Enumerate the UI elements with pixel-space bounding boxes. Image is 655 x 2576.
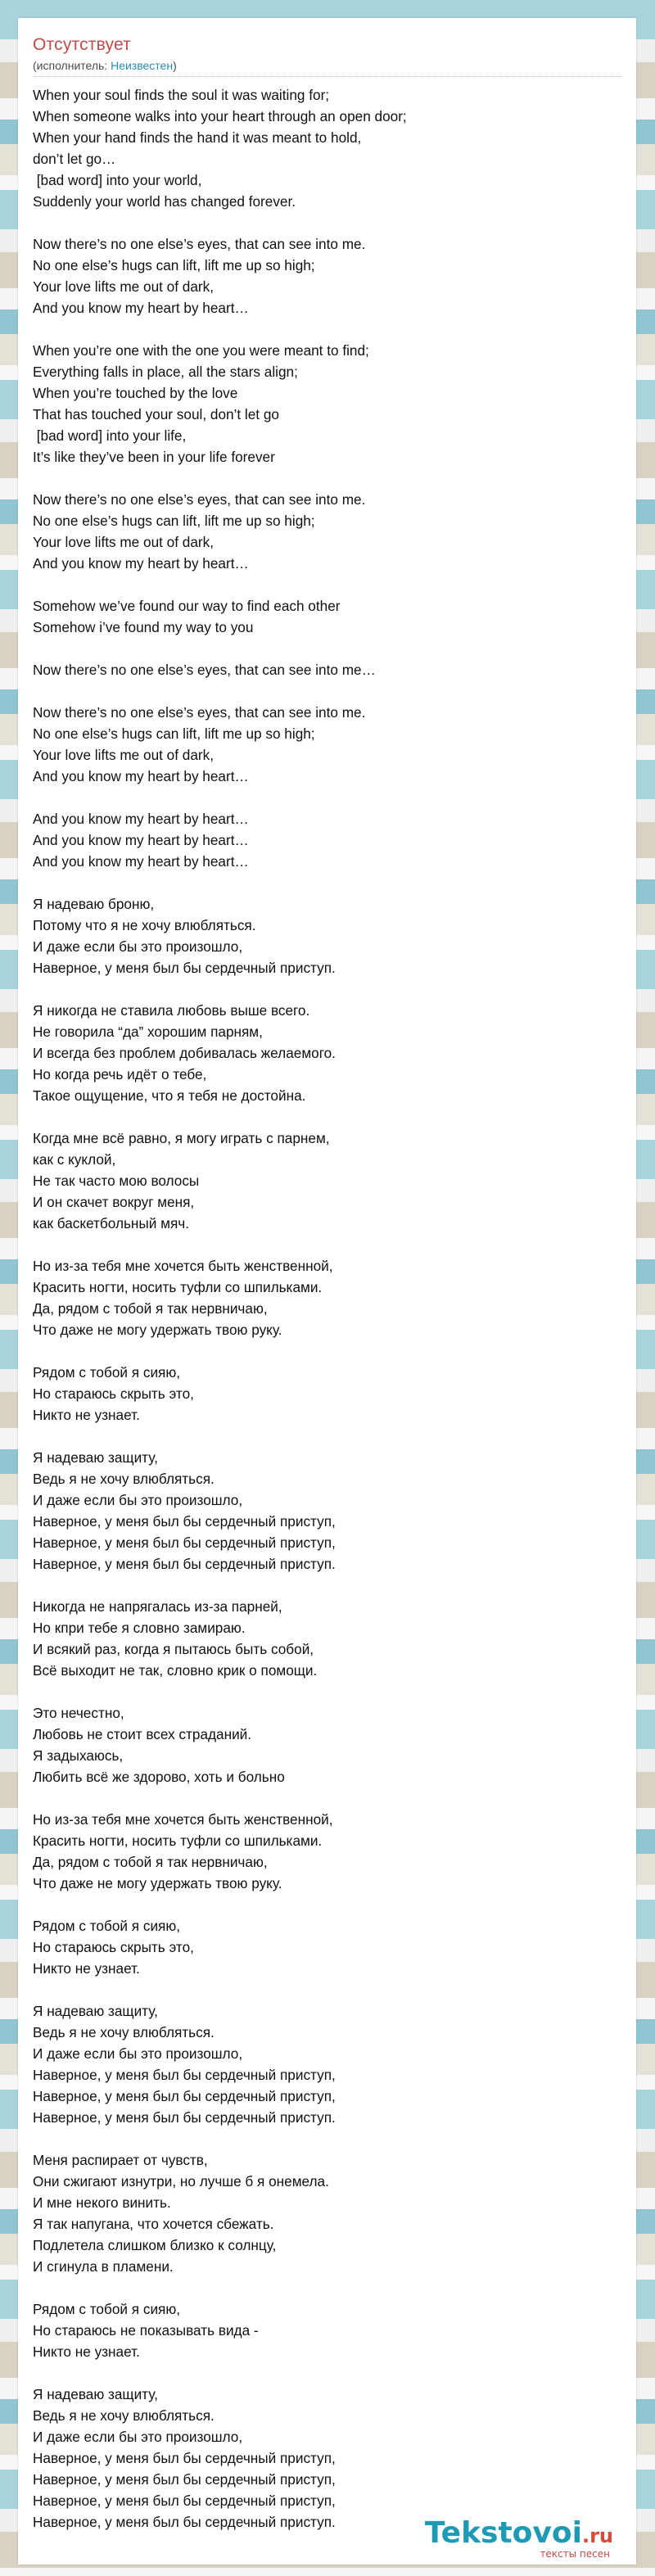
lyric-line: And you know my heart by heart…: [33, 832, 249, 848]
lyric-line: That has touched your soul, don’t let go: [33, 406, 279, 423]
lyric-line: [33, 212, 626, 233]
lyric-line: And you know my heart by heart…: [33, 300, 249, 316]
logo-tld: .ru: [581, 2524, 613, 2547]
lyric-line: Наверное, у меня был бы сердечный приступ,: [33, 2067, 336, 2083]
lyric-line: don’t let go…: [33, 151, 116, 167]
lyric-line: Но из-за тебя мне хочется быть женственной,: [33, 1258, 333, 1274]
lyric-line: [33, 680, 626, 702]
lyric-line: [33, 1894, 626, 1915]
lyric-line: [33, 1787, 626, 1809]
logo-name: Tekstovoi: [424, 2516, 582, 2550]
lyric-line: Now there’s no one else’s eyes, that can see into me.: [33, 704, 366, 721]
lyric-line: Никогда не напрягалась из-за парней,: [33, 1598, 282, 1615]
lyric-line: Любовь не стоит всех страданий.: [33, 1726, 252, 1742]
lyric-line: Я надеваю защиту,: [33, 2003, 158, 2019]
lyric-line: [33, 319, 626, 340]
lyric-line: И даже если бы это произошло,: [33, 1492, 243, 1508]
artist-link[interactable]: Неизвестен: [111, 59, 174, 72]
lyric-line: как баскетбольный мяч.: [33, 1215, 190, 1232]
lyric-line: [33, 2362, 626, 2384]
lyric-line: Никто не узнает.: [33, 2343, 140, 2360]
lyric-line: No one else’s hugs can lift, lift me up so high;: [33, 257, 315, 273]
lyric-line: And you know my heart by heart…: [33, 555, 249, 572]
lyric-line: [33, 2128, 626, 2149]
site-logo[interactable]: [425, 2517, 613, 2560]
lyric-line: Они сжигают изнутри, но лучше б я онемела.: [33, 2173, 329, 2190]
lyric-line: And you know my heart by heart…: [33, 811, 249, 827]
lyric-line: [33, 1575, 626, 1596]
lyric-line: [33, 2277, 626, 2298]
lyric-line: И даже если бы это произошло,: [33, 2045, 243, 2062]
lyric-line: Наверное, у меня был бы сердечный приступ.: [33, 1556, 336, 1572]
lyric-line: Никто не узнает.: [33, 1960, 140, 1977]
lyric-line: Ведь я не хочу влюбляться.: [33, 2407, 215, 2424]
lyric-line: Я надеваю защиту,: [33, 2386, 158, 2402]
lyric-line: Ведь я не хочу влюбляться.: [33, 1471, 215, 1487]
lyric-line: Что даже не могу удержать твою руку.: [33, 1322, 282, 1338]
lyric-line: Это нечестно,: [33, 1705, 124, 1721]
lyric-line: Наверное, у меня был бы сердечный приступ,: [33, 1513, 336, 1530]
title-divider: [33, 76, 621, 77]
lyric-line: Не так часто мою волосы: [33, 1173, 200, 1189]
lyric-line: Everything falls in place, all the stars align;: [33, 364, 298, 380]
performer-line: [33, 59, 177, 72]
lyric-line: Но стараюсь скрыть это,: [33, 1939, 194, 1955]
performer-label: (исполнитель:: [33, 59, 111, 72]
lyric-line: [33, 638, 626, 659]
lyric-line: No one else’s hugs can lift, lift me up so high;: [33, 513, 315, 529]
lyric-line: Но когда речь идёт о тебе,: [33, 1066, 207, 1082]
lyric-line: Но из-за тебя мне хочется быть женственной,: [33, 1811, 333, 1828]
lyric-line: Somehow i’ve found my way to you: [33, 619, 254, 635]
lyric-line: Да, рядом с тобой я так нервничаю,: [33, 1300, 268, 1317]
lyric-line: Да, рядом с тобой я так нервничаю,: [33, 1854, 268, 1870]
lyric-line: Наверное, у меня был бы сердечный приступ,: [33, 2088, 336, 2104]
lyric-line: Наверное, у меня был бы сердечный приступ.: [33, 2514, 336, 2530]
lyric-line: Я надеваю защиту,: [33, 1449, 158, 1466]
lyric-line: Наверное, у меня был бы сердечный приступ.: [33, 2109, 336, 2126]
lyric-line: [33, 978, 626, 1000]
lyric-line: И даже если бы это произошло,: [33, 2429, 243, 2445]
lyric-line: [bad word] into your life,: [33, 427, 187, 444]
lyric-line: И он скачет вокруг меня,: [33, 1194, 195, 1210]
lyric-line: [33, 1426, 626, 1447]
lyric-line: Somehow we’ve found our way to find each other: [33, 598, 341, 614]
logo-tagline: тексты песен: [540, 2548, 610, 2560]
lyric-line: Но кпри тебе я словно замираю.: [33, 1620, 246, 1636]
lyric-line: [33, 1234, 626, 1255]
lyric-line: No one else’s hugs can lift, lift me up so high;: [33, 725, 315, 742]
lyric-line: Ведь я не хочу влюбляться.: [33, 2024, 215, 2040]
lyric-line: When your soul finds the soul it was waiting for;: [33, 87, 330, 103]
lyric-line: [33, 872, 626, 893]
performer-close: ): [173, 59, 177, 72]
lyric-line: Now there’s no one else’s eyes, that can see into me.: [33, 491, 366, 508]
lyric-line: И даже если бы это произошло,: [33, 938, 243, 955]
lyric-line: Красить ногти, носить туфли со шпильками.: [33, 1833, 323, 1849]
lyric-line: [33, 468, 626, 489]
lyric-line: Now there’s no one else’s eyes, that can see into me…: [33, 662, 376, 678]
lyrics-page: [18, 18, 636, 2565]
lyric-line: Потому что я не хочу влюбляться.: [33, 917, 256, 933]
lyric-line: Наверное, у меня был бы сердечный приступ,: [33, 2450, 336, 2466]
lyric-line: Наверное, у меня был бы сердечный приступ,: [33, 1534, 336, 1551]
lyric-line: When your hand finds the hand it was meant to hold,: [33, 129, 362, 146]
lyric-line: Рядом с тобой я сияю,: [33, 1364, 181, 1381]
lyric-line: Я никогда не ставила любовь выше всего.: [33, 1002, 310, 1019]
lyric-line: [33, 787, 626, 808]
lyric-line: Now there’s no one else’s eyes, that can see into me.: [33, 236, 366, 252]
lyric-line: Наверное, у меня был бы сердечный приступ,: [33, 2492, 336, 2509]
lyric-line: Подлетела слишком близко к солнцу,: [33, 2237, 277, 2253]
lyric-line: When you’re one with the one you were meant to find;: [33, 342, 369, 359]
lyric-line: Красить ногти, носить туфли со шпильками.: [33, 1279, 323, 1295]
lyric-line: Наверное, у меня был бы сердечный приступ,: [33, 2471, 336, 2488]
lyric-line: [33, 574, 626, 595]
lyric-line: Your love lifts me out of dark,: [33, 278, 215, 295]
lyric-line: [bad word] into your world,: [33, 172, 202, 188]
lyric-line: Your love lifts me out of dark,: [33, 534, 215, 550]
lyric-line: Suddenly your world has changed forever.: [33, 193, 296, 210]
lyric-line: Любить всё же здорово, хоть и больно: [33, 1769, 285, 1785]
lyric-line: Не говорила “да” хорошим парням,: [33, 1024, 263, 1040]
lyric-line: [33, 1979, 626, 2000]
lyric-line: And you know my heart by heart…: [33, 853, 249, 870]
lyric-line: Когда мне всё равно, я могу играть с парнем,: [33, 1130, 330, 1146]
lyric-line: Но стараюсь скрыть это,: [33, 1385, 194, 1402]
lyric-line: Наверное, у меня был бы сердечный приступ.: [33, 960, 336, 976]
lyric-line: Что даже не могу удержать твою руку.: [33, 1875, 282, 1891]
lyric-line: как с куклой,: [33, 1151, 116, 1168]
lyric-line: Your love lifts me out of dark,: [33, 747, 215, 763]
lyric-line: Рядом с тобой я сияю,: [33, 2301, 181, 2317]
lyric-line: И сгинула в пламени.: [33, 2258, 174, 2275]
lyric-line: Всё выходит не так, словно крик о помощи.: [33, 1662, 318, 1679]
lyric-line: Такое ощущение, что я тебя не достойна.: [33, 1087, 306, 1104]
lyric-line: And you know my heart by heart…: [33, 768, 249, 784]
lyric-line: Никто не узнает.: [33, 1407, 140, 1423]
lyric-line: Меня распирает от чувств,: [33, 2152, 208, 2168]
lyric-line: И всегда без проблем добивалась желаемого.: [33, 1045, 336, 1061]
lyric-line: Я надеваю броню,: [33, 896, 155, 912]
lyric-line: It’s like they’ve been in your life forever: [33, 449, 275, 465]
lyric-line: [33, 1681, 626, 1702]
lyrics-text: [33, 84, 626, 2533]
lyric-line: Рядом с тобой я сияю,: [33, 1918, 181, 1934]
lyric-line: И мне некого винить.: [33, 2194, 171, 2211]
lyric-line: Я задыхаюсь,: [33, 1747, 124, 1764]
lyric-line: When someone walks into your heart through an open door;: [33, 108, 407, 124]
lyric-line: [33, 1106, 626, 1128]
song-title: Отсутствует: [33, 35, 131, 54]
lyric-line: When you’re touched by the love: [33, 385, 238, 401]
lyric-line: [33, 1340, 626, 1362]
lyric-line: И всякий раз, когда я пытаюсь быть собой,: [33, 1641, 314, 1657]
lyric-line: Я так напугана, что хочется сбежать.: [33, 2216, 274, 2232]
lyric-line: Но стараюсь не показывать вида -: [33, 2322, 259, 2339]
